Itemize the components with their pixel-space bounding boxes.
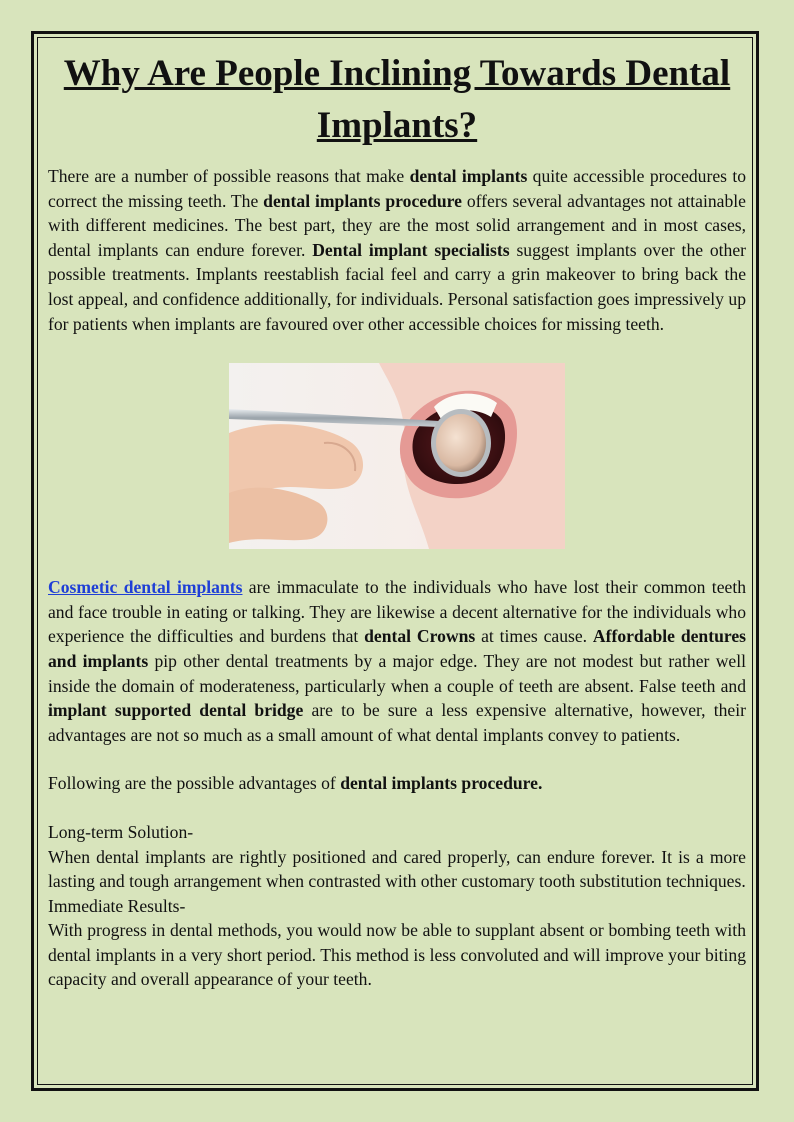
body-bold-2: Affordable dentures and implants [48, 626, 746, 671]
advantage-heading-immediate: Immediate Results- [48, 895, 186, 916]
document-content [48, 48, 746, 992]
advantage-text-immediate: With progress in dental methods, you would now be able to supplant absent or bombing teeth with dental implants in a very short period. This method is less convoluted and will improve your biting capacity and overall appearance of your teeth. [48, 920, 746, 990]
following-bold: dental implants procedure. [340, 773, 543, 794]
following-paragraph [48, 771, 746, 796]
following-text: Following are the possible advantages of [48, 773, 341, 794]
advantage-text-long-term: When dental implants are rightly positioned and cared properly, can endure forever. It is a more lasting and tough arrangement when contrasted with other customary tooth substitution techniques. [48, 846, 746, 892]
body-bold-3: implant supported dental bridge [48, 700, 304, 721]
body-bold-1: dental Crowns [364, 626, 476, 647]
body-paragraph [48, 575, 746, 747]
intro-paragraph [48, 164, 746, 336]
photo-container [48, 363, 746, 549]
intro-bold-1: dental implants [409, 166, 528, 186]
intro-text-2: quite accessible procedures to correct the missing teeth. The [48, 166, 747, 211]
body-text-1: are immaculate to the individuals who have lost their common teeth and face trouble in eating or talking. They are likewise a decent alternative for the individuals who experience the difficulties and burdens that [48, 577, 746, 647]
intro-bold-2: dental implants procedure [263, 190, 462, 211]
body-text-2: at times cause. [475, 626, 593, 647]
intro-bold-3: Dental implant specialists [312, 239, 510, 260]
body-text-3: pip other dental treatments by a major edge. They are not modest but rather well inside the domain of moderateness, particularly when a couple of teeth are absent. False teeth and [48, 650, 746, 696]
body-text-4: are to be sure a less expensive alternative, however, their advantages are not so much as a small amount of what dental implants convey to patients. [48, 700, 746, 745]
document-title: Why Are People Inclining Towards Dental Implants? [63, 53, 731, 146]
advantages-section [48, 820, 746, 992]
cosmetic-dental-implants-link[interactable]: Cosmetic dental implants [48, 577, 243, 598]
intro-text-4: suggest implants over the other possible treatments. Implants reestablish facial feel and carry a grin makeover to bring back the lost appeal, and confidence additionally, for individuals. Personal satisfaction goes impressively up for patients when implants are favoured over other accessible choices for missing teeth. [48, 239, 747, 334]
intro-text-1: There are a number of possible reasons that make [48, 166, 410, 186]
advantage-heading-long-term: Long-term Solution- [48, 821, 194, 842]
dental-exam-photo [229, 363, 565, 549]
intro-text-3: offers several advantages not attainable with different medicines. The best part, they are the most solid arrangement and in most cases, dental implants can endure forever. [48, 190, 746, 260]
